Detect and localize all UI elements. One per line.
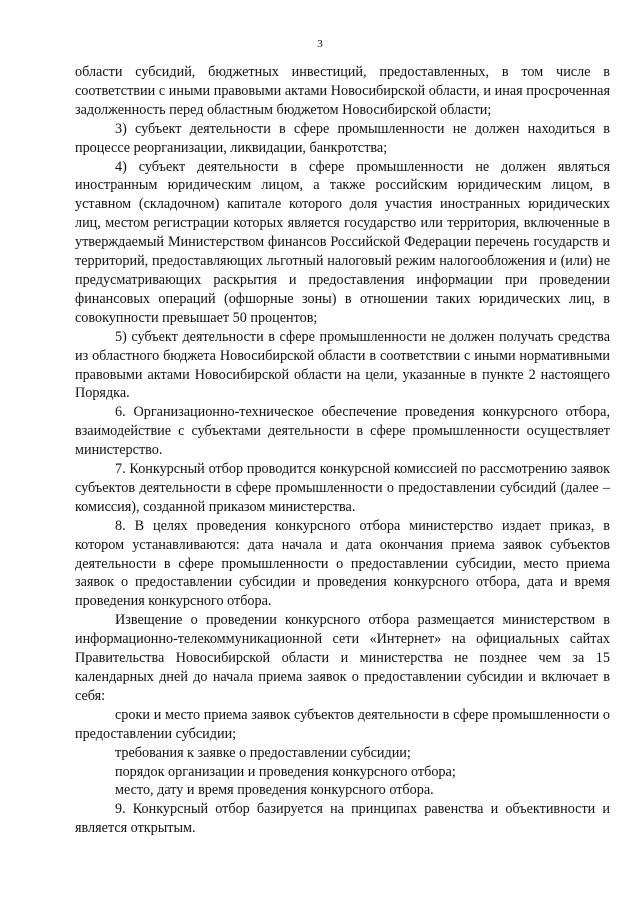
paragraph-notice-item: порядок организации и проведения конкурсного отбора; [115,763,456,780]
paragraph-clause-6: 6. Организационно-техническое обеспечение проведения конкурсного отбора, взаимодействие с субъектами деятельности в сфере промышленности осуществляет министерство. [75,404,610,459]
document-body [75,63,610,838]
paragraph-continuation: области субсидий, бюджетных инвестиций, предоставленных, в том числе в соответствии с иными правовыми актами Новосибирской области, и иная просроченная задолженность перед областным бюджетом Новосибирской области; [75,64,610,118]
paragraph-notice-item: место, дату и время проведения конкурсного отбора. [115,782,434,799]
paragraph-item-3: 3) субъект деятельности в сфере промышленности не должен находиться в процессе реорганизации, ликвидации, банкротства; [75,120,610,156]
paragraph-item-4: 4) субъект деятельности в сфере промышленности не должен являться иностранным юридическим лицом, а также российским юридическим лицом, в уставном (складочном) капитале которого доля участия иностранных юридических лиц, местом регистрации которых является государство или территория, включенные в утверждаемый Министерством финансов Российской Федерации перечень государств и территорий, предоставляющих льготный налоговый режим налогообложения и (или) не предусматривающих раскрытия и предоставления информации при проведении финансовых операций (офшорные зоны) в отношении таких юридических лиц, в совокупности превышает 50 процентов; [75,158,610,326]
paragraph-clause-7: 7. Конкурсный отбор проводится конкурсной комиссией по рассмотрению заявок субъектов деятельности в сфере промышленности о предоставлении субсидий (далее – комиссия), созданной приказом министерства. [75,461,610,515]
paragraph-clause-9: 9. Конкурсный отбор базируется на принципах равенства и объективности и является открытым. [75,801,610,837]
paragraph-clause-8: 8. В целях проведения конкурсного отбора министерство издает приказ, в котором устанавливаются: дата начала и дата окончания приема заявок субъектов деятельности в сфере промышленности о предоставлении субсидии, место приема заявок о предоставлении субсидии и проведения конкурсного отбора, дата и время проведения конкурсного отбора. [75,517,610,610]
page-number: 3 [317,38,323,50]
paragraph-item-5: 5) субъект деятельности в сфере промышленности не должен получать средства из областного бюджета Новосибирской области в соответствии с иными нормативными правовыми актами Новосибирской области на цели, указанные в пункте 2 настоящего Порядка. [75,328,610,402]
paragraph-notice-item: требования к заявке о предоставлении субсидии; [115,744,411,761]
paragraph-notice: Извещение о проведении конкурсного отбора размещается министерством в информационно-телекоммуникационной сети «Интернет» на официальных сайтах Правительства Новосибирской области и министерства не позднее чем за 15 календарных дней до начала приема заявок о предоставлении субсидии и включает в себя: [75,612,610,704]
paragraph-notice-item: сроки и место приема заявок субъектов деятельности в сфере промышленности о предоставлении субсидии; [75,706,610,742]
